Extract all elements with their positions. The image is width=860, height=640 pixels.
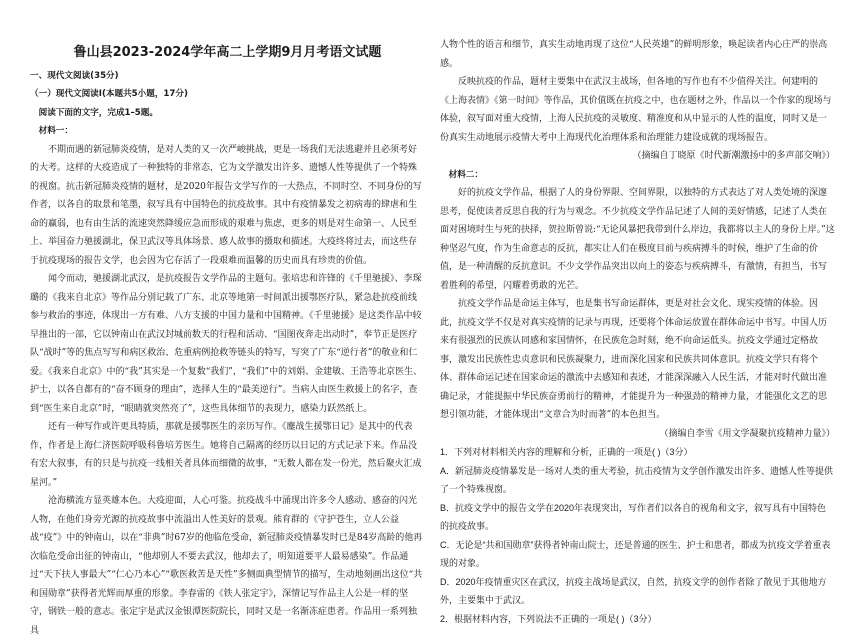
left-column <box>30 44 425 640</box>
source-citation: （摘编自李雪《用文学凝聚抗疫精神力量》） <box>659 428 835 439</box>
question-2: 2．根据材料内容，下列说法不正确的一项是( )（3分） <box>440 613 657 624</box>
paragraph: 还有一种写作或许更具特质，那就是援鄂医生的亲历写作。《鏖战生援鄂日记》是其中的代表作，作者是上海仁济医院呼吸科鲁培芳医生。她将自己隔离的经历以日记的方式记录下来。作品没有宏大叙事，有的只是与抗疫一线相关者具体而细微的故事，“无数人都在发一份光，然后聚火汇成星河。” <box>30 422 422 488</box>
paragraph: 沧海横流方显英雄本色。大疫迎面，人心可鉴。抗疫战斗中涌现出许多令人感动、感奋的闪光人物，在他们身旁光源的抗疫故事中流溢出人性美好的景观。熊育群的《守护苍生，立人公益战“疫”》中的钟南山，以在“非典”时67岁的他临危受命，新冠肺炎疫情暴发时已是84岁高龄的他再次临危受命出征的钟南山，“他却别人不要去武汉，他却去了，明知道要平人最易感染”。作品通过“天下扶人事最大”“仁心乃本心”“歌医救苦是天性”多侧面典型情节的描写，生动地刻画出这位“共和国勋章”获得者光辉而厚重的形象。李春雷的《铁人张定宇》，深情记写作品主人公是一样的坚守，钢铁一般的意志。张定宇是武汉金银潭医院院长，同时又是一名渐冻症患者。作品用一系列独具 <box>30 496 423 636</box>
source-citation: （摘编自丁晓原《时代新潮激扬中的多声部交响》） <box>632 151 835 161</box>
material-one-label: 材料一： <box>38 126 73 136</box>
option-c: C．无论是“共和国勋章”获得者钟南山院士，还是普通的医生、护士和患者，都成为抗疫文学着重表现的对象。 <box>440 539 831 568</box>
subsection-heading: （一）现代文阅读I(本题共5小题，17分) <box>30 89 188 99</box>
page-title: 鲁山县2023-2024学年高二上学期9月月考语文试题 <box>73 45 382 60</box>
paragraph: 抗疫文学作品是命运主体写，也是集书写命运群体，更是对社会文化、现实疫情的体验。因此，抗疫文学不仅是对真实疫情的记录与再现，还要将个体命运放置在群体命运中书写。中国人历来有很强烈的民族认同感和家国情怀，在民族危急时刻，绝不向命运低头。抗疫文学通过定格故事，激发出民族性忠贞意识和民族凝聚力，进而深化国家和民族共同体意识。抗疫文学只有将个体、群体命运记述在国家命运的激流中去感知和表述，才能深深融入人民生活，才能对时代做出准确记录，才能提振中华民族奋勇前行的精神，才能提升为一种强劲的精神力量，才能强化文艺的思想引领功能，才能体现出“文章合为时而著”的本色担当。 <box>440 299 828 420</box>
material-two-label: 材料二： <box>448 169 483 180</box>
paragraph: 反映抗疫的作品，题材主要集中在武汉主战场，但各地的写作也有不少值得关注。何建明的《上海表情》《第一时间》等作品，其价值既在抗疫之中，也在题材之外，作品以一个作家的现场与体验，叙写面对重大疫情，上海人民抗疫的灵敏度、精准度和从中显示的人性的温度，同时又是一份真实生动地展示疫情大考中上海现代化治理体系和治理能力建设成就的现场报告。 <box>440 77 832 143</box>
paragraph: 闻令而动，驰援湖北武汉，是抗疫报告文学作品的主题句。张培忠和许锋的《千里驰援》、李琛璐的《我来自北京》等作品分别记载了广东、北京等地第一时间派出援鄂医疗队，紧急赴抗疫前线参与救治的事迹，体现出一方有难、八方支援的中国力量和中国精神。《千里驰援》是这类作品中较早推出的一部，它以钟南山在武汉封城前数天的行程和活动、“国图夜奔走出动时”，奉节正是医疗队“战时”等的焦点写写和病区救治、危重病例抢救等链头的特写，写突了广东“逆行者”的敬业和仁爱。《我来自北京》中的“我”其实是一个复数“我们”，“我们”中的刘娟、金建敏、王浩等北京医生、护士，以各自都有的“奋不顾身的理由”，选择人生的“最美逆行”。当病人由医生救援上的名字，查到“医生来自北京”时，“眼睛就突然亮了”，这些具体细节的表现力，感染力跃然纸上。 <box>30 274 423 414</box>
option-b: B．抗疫文学中的报告文学在2020年表现突出，写作者们以各自的视角和文字，叙写具有中国特色的抗疫故事。 <box>440 502 827 531</box>
question-1: 1．下列对材料相关内容的理解和分析，正确的一项是( )（3分） <box>440 447 693 457</box>
paragraph: 好的抗疫文学作品，根据了人的身份界限、空间界限，以独特的方式表达了对人类处境的深邃思考，促使读者反思自我的行为与观念。不少抗疫文学作品记述了人间的美好情感，记述了人类在面对困境时生与死的抉择，贺拉斯曾说:“无论风暴把我带到什么岸边，我都将以主人的身份上岸。”这种坚忍气度，作为生命意志的反抗，都实让人们在极度目前与疾病搏斗的时候，维护了生命的价值，是一种清醒的反抗意识。不少文学作品突出以向上的姿态与疾病搏斗，有激情，有担当，书写着胜利的希望，闪耀着勇敢的光芒。 <box>440 188 835 291</box>
paragraph: 不期而遇的新冠肺炎疫情，是对人类的又一次严峻挑战，更是一场我们无法逃避并且必须考好的大考。这样的大疫造成了一种独特的非常态，它为文学激发出许多、遗憾人性等提供了一个特殊的视窗。抗击新冠肺炎疫情的题材，是2020年报告文学写作的一大热点，不同时空、不同身份的写作者，以各自的取景和笔墨，叙写具有中国特色的抗疫故事。其中有疫情暴发之初病毒的肆虐和生命的赢弱，也有由生活的流速突然降缓应急而形成的艰难与焦虑，更多的则是对生命第一、人民至上、举国奋力驰援湖北，保卫武汉等具体场景、感人故事的摄取和描述。大疫终将过去，而这些存于抗疫现场的报告文学，也会因为它存活了一段艰难而温馨的历史而具有珍贵的价值。 <box>30 144 422 266</box>
option-a: A．新冠肺炎疫情暴发是一场对人类的重大考验，抗击疫情为文学创作激发出许多、遗憾人性等提供了一个特殊视窗。 <box>440 465 834 494</box>
instruction: 阅读下面的文字，完成1–5题。 <box>38 107 158 118</box>
paragraph: 人物个性的语言和细节，真实生动地再现了这位“人民英雄”的鲜明形象，唤起读者内心庄严的崇高感。 <box>440 40 828 69</box>
right-column <box>440 36 835 628</box>
option-d: D．2020年疫情重灾区在武汉，抗疫主战场是武汉，自然，抗疫文学的创作者除了散见于其他地方外，主要集中于武汉。 <box>440 576 827 605</box>
section-heading: 一、现代文阅读(35分) <box>30 70 119 81</box>
